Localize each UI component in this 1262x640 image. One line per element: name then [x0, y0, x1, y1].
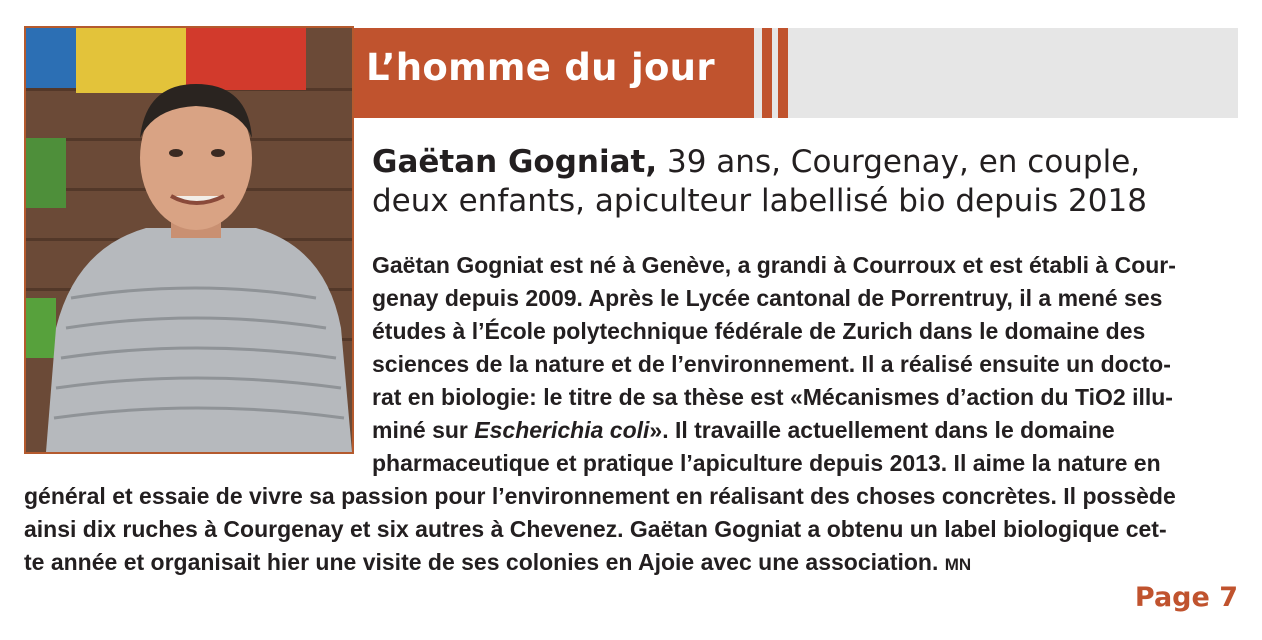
body-line: général et essaie de vivre sa passion pour l’environnement en réalisant des choses concrètes. Il possède: [24, 483, 1176, 509]
body-line: études à l’École polytechnique fédérale de Zurich dans le domaine des: [372, 318, 1146, 344]
body-line: genay depuis 2009. Après le Lycée cantonal de Porrentruy, il a mené ses: [372, 285, 1163, 311]
header-stripe: [778, 28, 788, 118]
body-line: ainsi dix ruches à Courgenay et six autres à Chevenez. Gaëtan Gogniat a obtenu un label biologique cet-: [24, 516, 1167, 542]
body-line: Gaëtan Gogniat est né à Genève, a grandi à Courroux et est établi à Cour-: [372, 252, 1176, 278]
species-name: Escherichia coli: [474, 417, 650, 443]
headline-details-2: deux enfants, apiculteur labellisé bio depuis 2018: [372, 183, 1147, 219]
body-text-segment: te année et organisait hier une visite de ses colonies en Ajoie avec une association.: [24, 549, 939, 575]
body-line: rat en biologie: le titre de sa thèse est «Mécanismes d’action du TiO2 illu-: [372, 384, 1173, 410]
headline-line-1: [372, 143, 1242, 182]
header-stripe: [762, 28, 772, 118]
body-text-segment: ». Il travaille actuellement dans le domaine: [649, 417, 1115, 443]
page-reference[interactable]: Page 7: [1134, 582, 1238, 613]
person-name: Gaëtan Gogniat,: [372, 144, 658, 180]
body-line: pharmaceutique et pratique l’apiculture depuis 2013. Il aime la nature en: [372, 450, 1161, 476]
portrait-illustration: [26, 28, 352, 452]
headline-details-1: 39 ans, Courgenay, en couple,: [657, 144, 1141, 180]
section-title: L’homme du jour: [366, 46, 715, 89]
portrait-photo: [24, 26, 354, 454]
body-line: [372, 415, 1115, 445]
headline: [372, 143, 1242, 221]
body-line: sciences de la nature et de l’environnement. Il a réalisé ensuite un docto-: [372, 351, 1171, 377]
body-text-segment: miné sur: [372, 417, 475, 443]
author-initials: MN: [944, 555, 972, 574]
body-line: [24, 547, 971, 580]
